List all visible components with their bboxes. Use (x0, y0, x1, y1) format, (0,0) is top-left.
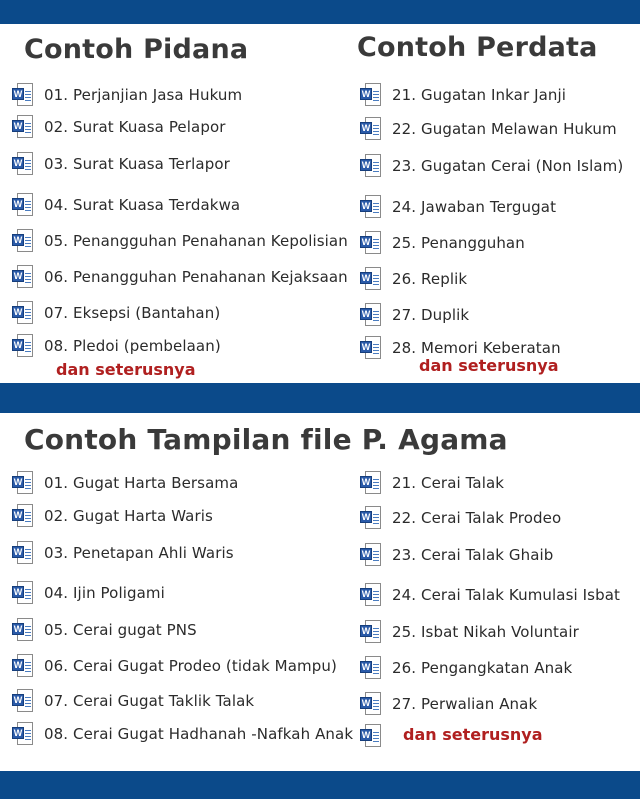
file-item[interactable] (360, 192, 556, 222)
agama-heading: Contoh Tampilan file P. Agama (24, 423, 508, 456)
file-item[interactable] (360, 653, 572, 683)
word-document-icon: W (12, 471, 34, 495)
file-item[interactable] (360, 80, 566, 110)
file-name: 07. Cerai Gugat Taklik Talak (44, 692, 255, 710)
file-name: 28. Memori Keberatan (392, 339, 561, 357)
word-document-icon: W (360, 231, 382, 255)
word-document-icon: W (360, 83, 382, 107)
file-item[interactable] (360, 114, 617, 144)
file-item[interactable] (360, 468, 504, 498)
more-items-note: dan seterusnya (56, 360, 196, 379)
file-item[interactable] (360, 503, 561, 533)
word-document-icon: W (360, 724, 382, 748)
top-banner-bar (0, 0, 640, 24)
file-name: 22. Gugatan Melawan Hukum (392, 120, 617, 138)
word-document-icon: W (360, 267, 382, 291)
word-document-icon: W (12, 265, 34, 289)
file-item[interactable] (360, 721, 382, 751)
file-item[interactable] (12, 719, 353, 749)
file-name: 23. Gugatan Cerai (Non Islam) (392, 157, 624, 175)
file-name: 22. Cerai Talak Prodeo (392, 509, 562, 527)
file-item[interactable] (360, 689, 537, 719)
word-document-icon: W (360, 656, 382, 680)
middle-banner-bar (0, 383, 640, 413)
file-name: 05. Penangguhan Penahanan Kepolisian (44, 232, 348, 250)
file-name: 04. Surat Kuasa Terdakwa (44, 196, 241, 214)
file-name: 21. Cerai Talak (392, 474, 505, 492)
word-document-icon: W (360, 336, 382, 360)
word-document-icon: W (12, 301, 34, 325)
file-name: 27. Duplik (392, 306, 470, 324)
file-item[interactable] (12, 298, 220, 328)
word-document-icon: W (360, 692, 382, 716)
word-document-icon: W (12, 689, 34, 713)
file-name: 23. Cerai Talak Ghaib (392, 546, 554, 564)
file-name: 03. Penetapan Ahli Waris (44, 544, 234, 562)
file-item[interactable] (12, 112, 226, 142)
file-item[interactable] (12, 651, 337, 681)
file-item[interactable] (12, 686, 254, 716)
word-document-icon: W (12, 654, 34, 678)
file-item[interactable] (12, 226, 348, 256)
word-document-icon: W (360, 154, 382, 178)
file-item[interactable] (360, 264, 467, 294)
word-document-icon: W (360, 303, 382, 327)
file-item[interactable] (12, 80, 242, 110)
file-item[interactable] (12, 615, 197, 645)
file-name: 03. Surat Kuasa Terlapor (44, 155, 230, 173)
file-item[interactable] (360, 540, 553, 570)
file-name: 07. Eksepsi (Bantahan) (44, 304, 221, 322)
file-item[interactable] (12, 331, 221, 361)
word-document-icon: W (360, 195, 382, 219)
file-name: 24. Cerai Talak Kumulasi Isbat (392, 586, 620, 604)
file-name: 24. Jawaban Tergugat (392, 198, 557, 216)
word-document-icon: W (360, 117, 382, 141)
file-name: 08. Pledoi (pembelaan) (44, 337, 221, 355)
file-item[interactable] (12, 190, 240, 220)
file-item[interactable] (360, 228, 525, 258)
file-item[interactable] (360, 151, 623, 181)
word-document-icon: W (12, 504, 34, 528)
file-item[interactable] (12, 538, 234, 568)
word-document-icon: W (12, 83, 34, 107)
file-name: 21. Gugatan Inkar Janji (392, 86, 567, 104)
word-document-icon: W (360, 620, 382, 644)
file-item[interactable] (12, 501, 213, 531)
word-document-icon: W (12, 193, 34, 217)
word-document-icon: W (12, 334, 34, 358)
word-document-icon: W (12, 618, 34, 642)
file-name: 06. Cerai Gugat Prodeo (tidak Mampu) (44, 657, 337, 675)
word-document-icon: W (12, 541, 34, 565)
file-item[interactable] (12, 149, 230, 179)
more-items-note: dan seterusnya (419, 356, 559, 375)
file-name: 26. Replik (392, 270, 468, 288)
file-name: 27. Perwalian Anak (392, 695, 538, 713)
file-item[interactable] (360, 580, 620, 610)
file-item[interactable] (360, 617, 579, 647)
file-item[interactable] (12, 578, 165, 608)
bottom-banner-bar (0, 771, 640, 799)
file-name: 01. Perjanjian Jasa Hukum (44, 86, 243, 104)
pidana-heading: Contoh Pidana (24, 34, 249, 65)
perdata-heading: Contoh Perdata (357, 32, 598, 63)
word-document-icon: W (12, 581, 34, 605)
word-document-icon: W (360, 543, 382, 567)
file-name: 02. Surat Kuasa Pelapor (44, 118, 226, 136)
word-document-icon: W (12, 722, 34, 746)
word-document-icon: W (360, 471, 382, 495)
file-name: 25. Penangguhan (392, 234, 525, 252)
file-item[interactable] (12, 468, 238, 498)
file-name: 04. Ijin Poligami (44, 584, 165, 602)
word-document-icon: W (360, 583, 382, 607)
file-name: 25. Isbat Nikah Voluntair (392, 623, 579, 641)
file-name: 02. Gugat Harta Waris (44, 507, 213, 525)
word-document-icon: W (12, 152, 34, 176)
file-item[interactable] (12, 262, 348, 292)
file-name: 05. Cerai gugat PNS (44, 621, 197, 639)
file-name: 01. Gugat Harta Bersama (44, 474, 239, 492)
file-item[interactable] (360, 300, 469, 330)
file-name: 26. Pengangkatan Anak (392, 659, 573, 677)
more-items-note: dan seterusnya (403, 725, 543, 744)
word-document-icon: W (12, 229, 34, 253)
file-name: 08. Cerai Gugat Hadhanah -Nafkah Anak (44, 725, 354, 743)
word-document-icon: W (360, 506, 382, 530)
file-name: 06. Penangguhan Penahanan Kejaksaan (44, 268, 348, 286)
word-document-icon: W (12, 115, 34, 139)
